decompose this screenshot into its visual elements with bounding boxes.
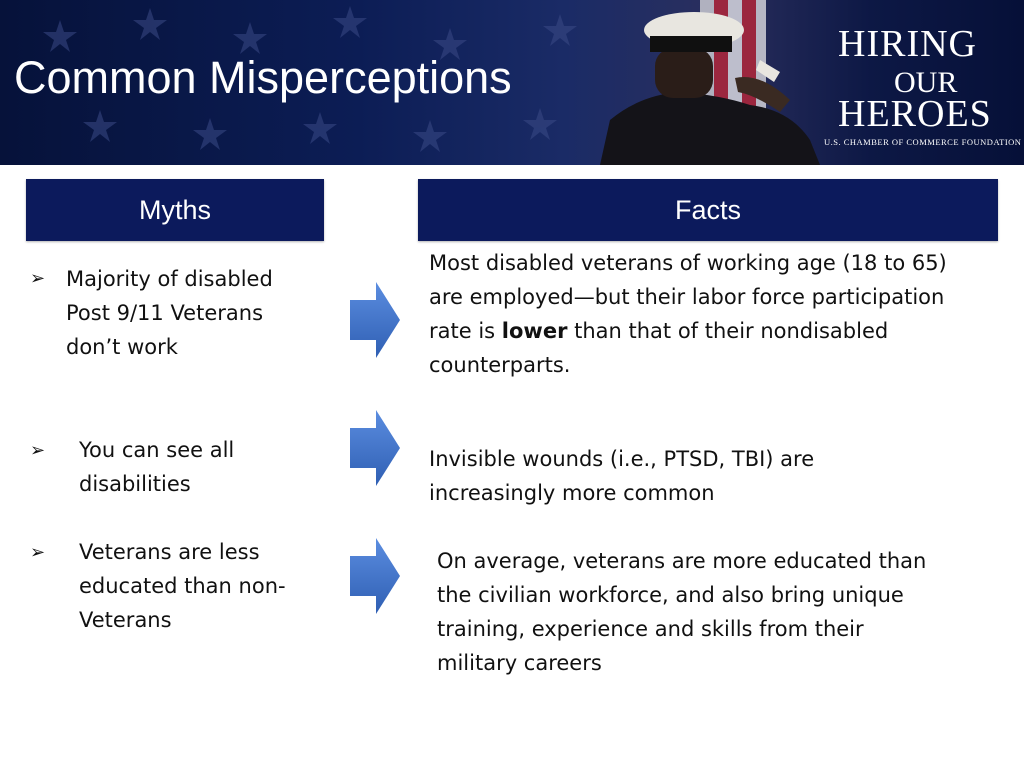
myth-item-2: You can see all disabilities [79,438,235,496]
fact-item-3: On average, veterans are more educated than the civilian workforce, and also bring unique training, experience and skills from their military careers [437,549,927,675]
header-banner [0,0,1024,165]
bullet-icon: ➢ [30,440,46,461]
logo-line-1: HIRING [838,23,977,65]
page-title: Common Misperceptions [14,52,512,103]
logo-line-2: OUR [894,66,958,99]
logo-line-3: HEROES [838,93,992,135]
right-arrow-icon [348,408,402,488]
myths-header: Myths [26,179,324,241]
bullet-icon: ➢ [30,542,46,563]
facts-header: Facts [418,179,998,241]
fact-1-emphasis: lower [501,319,568,343]
fact-1-text-start: Most disabled veterans of working age (18 to 65) are employed—but their labor force participation rate is [429,251,947,343]
fact-item-1 [429,246,969,382]
logo-tagline: U.S. CHAMBER OF COMMERCE FOUNDATION [824,137,1022,147]
right-arrow-icon [348,536,402,616]
bullet-icon: ➢ [30,268,46,289]
right-arrow-icon [348,280,402,360]
myth-item-1: Majority of disabled Post 9/11 Veterans don’t work [66,267,273,359]
fact-1-text-end: than that of their nondisabled counterparts. [429,319,889,377]
fact-item-2: Invisible wounds (i.e., PTSD, TBI) are increasingly more common [429,447,815,505]
myth-item-3: Veterans are less educated than non-Veterans [79,540,286,632]
